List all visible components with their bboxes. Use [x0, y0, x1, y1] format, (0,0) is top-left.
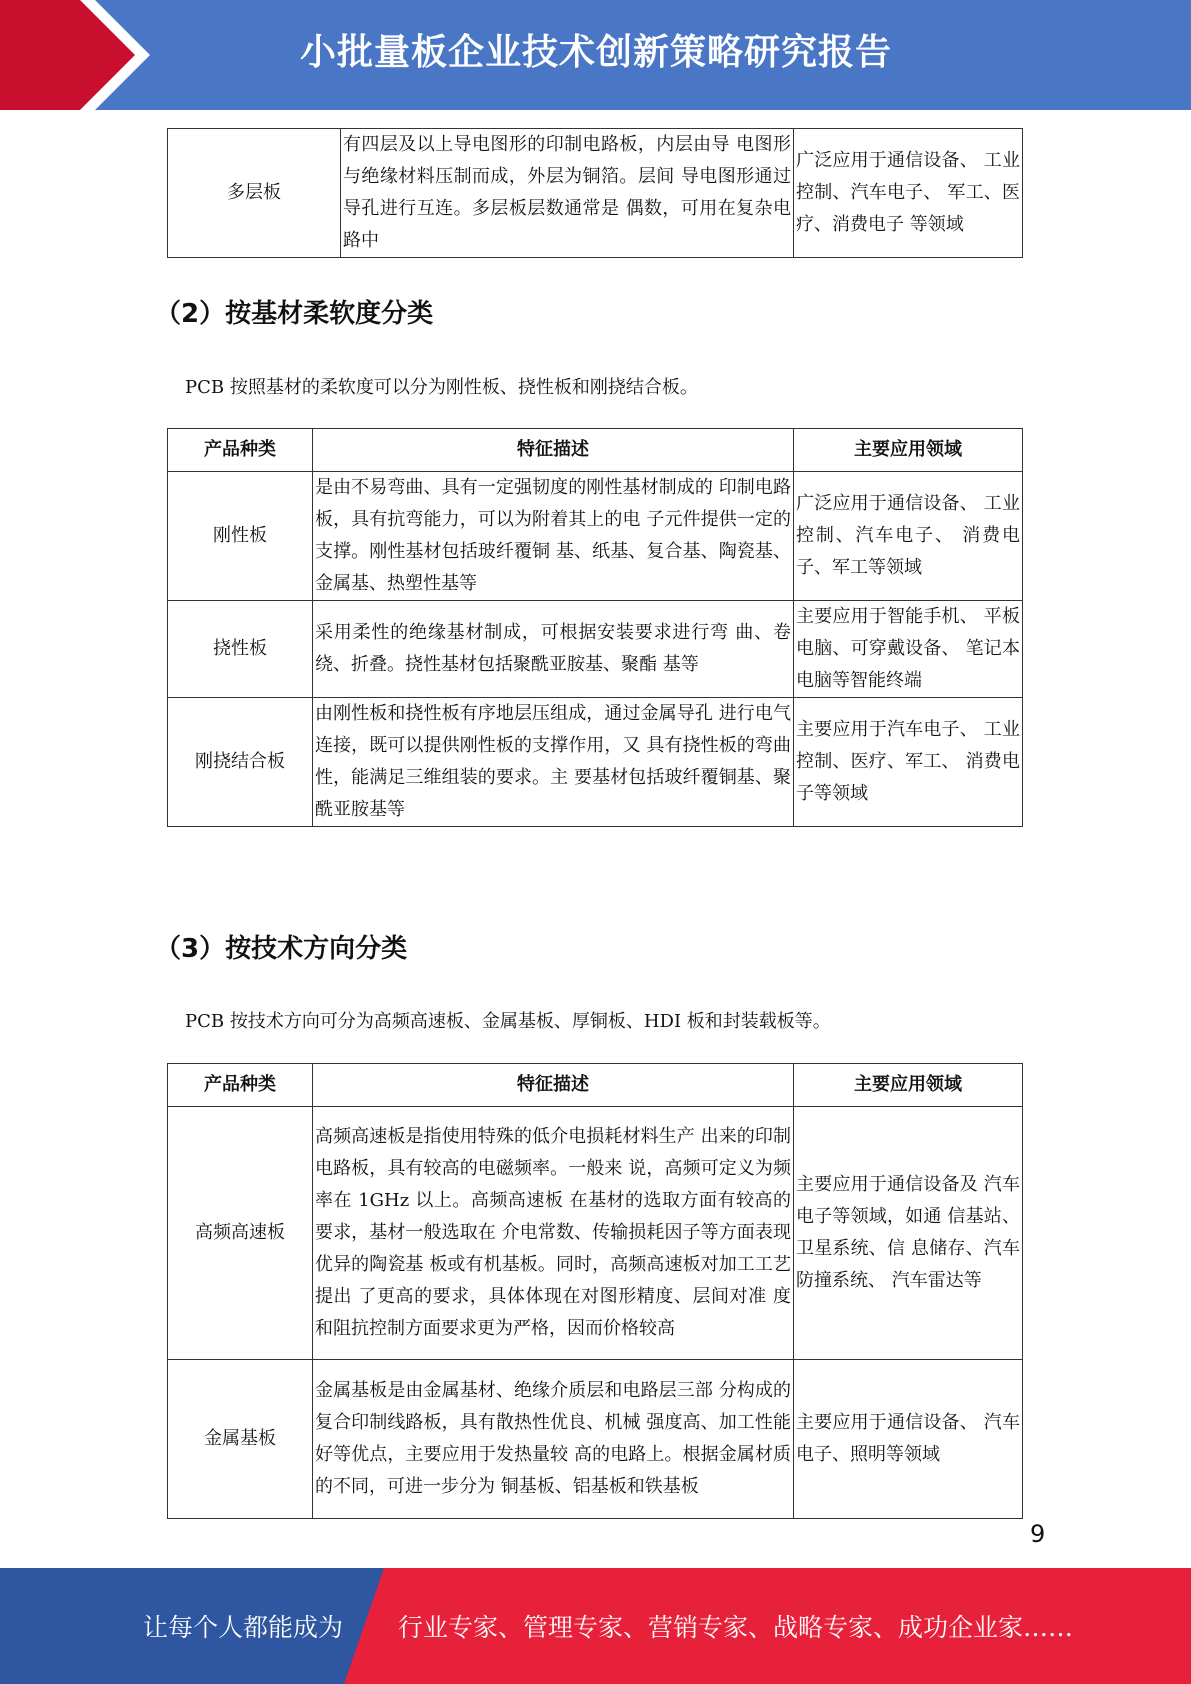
cell-category: 高频高速板	[168, 1107, 313, 1360]
cell-category: 多层板	[168, 129, 341, 258]
table-header-row	[168, 429, 1023, 472]
cell-category: 刚性板	[168, 472, 313, 601]
page-footer	[0, 1568, 1191, 1684]
cell-description: 是由不易弯曲、具有一定强韧度的刚性基材制成的 印制电路板，具有抗弯能力，可以为附着其上的电 子元件提供一定的支撑。刚性基材包括玻纤覆铜 基、纸基、复合基、陶瓷基、金属基、热塑性基等	[313, 472, 794, 601]
section-heading-3: （3）按技术方向分类	[155, 934, 408, 964]
cell-application: 广泛应用于通信设备、 工业控制、汽车电子、 军工、医疗、消费电子 等领域	[794, 129, 1023, 258]
cell-description: 采用柔性的绝缘基材制成，可根据安装要求进行弯 曲、卷绕、折叠。挠性基材包括聚酰亚胺基、聚酯 基等	[313, 601, 794, 698]
table-technology	[167, 1063, 1023, 1519]
cell-description: 金属基板是由金属基材、绝缘介质层和电路层三部 分构成的复合印制线路板，具有散热性优良、机械 强度高、加工性能好等优点，主要应用于发热量较 高的电路上。根据金属材质的不同，可进一步分为 铜基板、铝基板和铁基板	[313, 1360, 794, 1519]
header-description: 特征描述	[313, 1064, 794, 1107]
header-application: 主要应用领域	[794, 1064, 1023, 1107]
cell-application: 主要应用于通信设备及 汽车电子等领域，如通 信基站、卫星系统、信 息储存、汽车防撞系统、 汽车雷达等	[794, 1107, 1023, 1360]
header-category: 产品种类	[168, 429, 313, 472]
cell-application: 主要应用于通信设备、 汽车电子、照明等领域	[794, 1360, 1023, 1519]
table-row	[168, 129, 1023, 258]
cell-application: 广泛应用于通信设备、 工业控制、汽车电子、 消费电子、军工等领域	[794, 472, 1023, 601]
table-continuation	[167, 128, 1023, 258]
header-application: 主要应用领域	[794, 429, 1023, 472]
footer-slogan-left: 让每个人都能成为	[143, 1613, 344, 1642]
table-row	[168, 1107, 1023, 1360]
section-intro-2: PCB 按照基材的柔软度可以分为刚性板、挠性板和刚挠结合板。	[185, 377, 698, 398]
cell-category: 金属基板	[168, 1360, 313, 1519]
cell-application: 主要应用于汽车电子、 工业控制、医疗、军工、 消费电子等领域	[794, 698, 1023, 827]
cell-description: 有四层及以上导电图形的印制电路板，内层由导 电图形与绝缘材料压制而成，外层为铜箔。层间 导电图形通过导孔进行互连。多层板层数通常是 偶数，可用在复杂电路中	[341, 129, 794, 258]
cell-application: 主要应用于智能手机、 平板电脑、可穿戴设备、 笔记本电脑等智能终端	[794, 601, 1023, 698]
header-category: 产品种类	[168, 1064, 313, 1107]
table-row	[168, 472, 1023, 601]
cell-description: 由刚性板和挠性板有序地层压组成，通过金属导孔 进行电气连接，既可以提供刚性板的支撑作用，又 具有挠性板的弯曲性，能满足三维组装的要求。主 要基材包括玻纤覆铜基、聚酰亚胺基等	[313, 698, 794, 827]
table-row	[168, 698, 1023, 827]
section-heading-2: （2）按基材柔软度分类	[155, 299, 434, 329]
header-description: 特征描述	[313, 429, 794, 472]
cell-category: 刚挠结合板	[168, 698, 313, 827]
cell-category: 挠性板	[168, 601, 313, 698]
table-header-row	[168, 1064, 1023, 1107]
section-intro-3: PCB 按技术方向可分为高频高速板、金属基板、厚铜板、HDI 板和封装载板等。	[185, 1011, 831, 1032]
page-number: 9	[1030, 1520, 1046, 1548]
cell-description: 高频高速板是指使用特殊的低介电损耗材料生产 出来的印制电路板，具有较高的电磁频率。一般来 说，高频可定义为频率在 1GHz 以上。高频高速板 在基材的选取方面有较高的要求，基材一般选取在 介电常数、传输损耗因子等方面表现优异的陶瓷基 板或有机基板。同时，高频高速板对加工工艺提出 了更高的要求，具体体现在对图形精度、层间对准 度和阻抗控制方面要求更为严格，因而价格较高	[313, 1107, 794, 1360]
footer-slogan-right: 行业专家、管理专家、营销专家、战略专家、成功企业家……	[398, 1613, 1074, 1642]
table-flexibility	[167, 428, 1023, 827]
page-header	[0, 0, 1191, 110]
table-row	[168, 601, 1023, 698]
table-row	[168, 1360, 1023, 1519]
report-title: 小批量板企业技术创新策略研究报告	[300, 32, 893, 73]
